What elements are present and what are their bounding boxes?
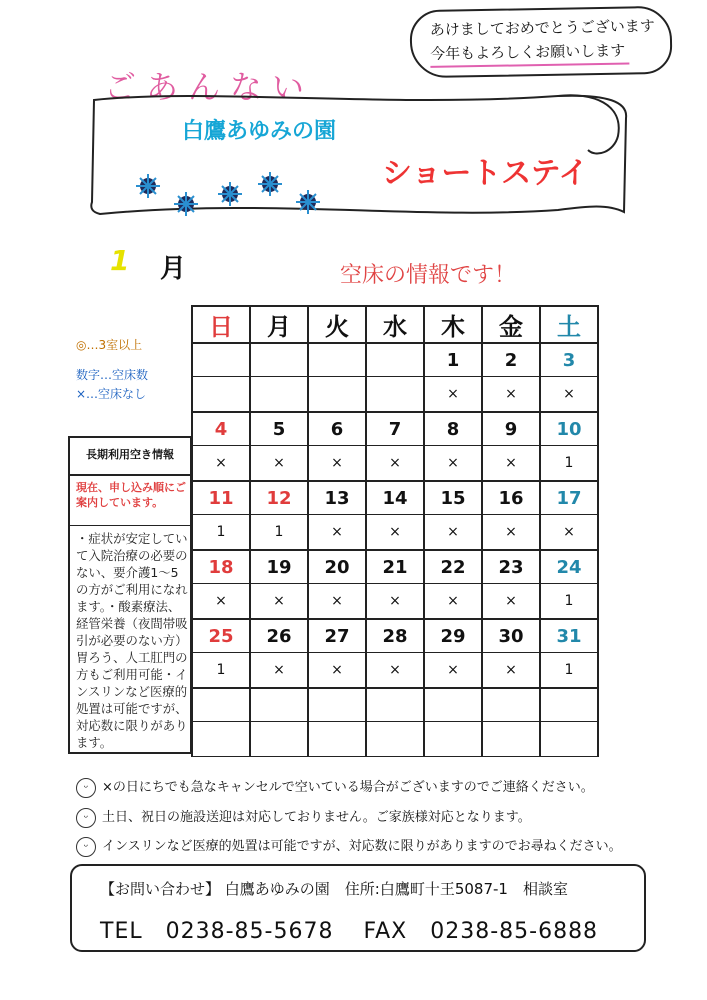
calendar-date: 16 [482,481,540,515]
smiley-icon: ᵕ [76,837,96,857]
calendar-date: 10 [540,412,598,446]
calendar-date: 1 [424,343,482,377]
long-term-info-panel [68,436,192,754]
legend-many: ◎…3室以上 [76,338,143,352]
note-text: インスリンなど医療的処置は可能ですが、対応数に限りがありますのでお尋ねください。 [102,839,622,854]
calendar-vacancy [250,377,308,413]
calendar-vacancy: × [482,377,540,413]
calendar-date: 13 [308,481,366,515]
calendar-vacancy [540,722,598,757]
calendar-date [482,688,540,722]
calendar-date: 25 [192,619,250,653]
calendar-date: 17 [540,481,598,515]
weekday-sun: 日 [192,306,250,343]
contact-address: 【お問い合わせ】 白鷹あゆみの園 住所:白鷹町十王5087-1 相談室 [100,880,568,898]
calendar-vacancy: × [424,653,482,689]
calendar-vacancy: × [482,515,540,551]
calendar-vacancy [250,722,308,757]
calendar-vacancy-row [192,515,598,551]
calendar-vacancy: × [482,584,540,620]
calendar-vacancy: × [366,653,424,689]
calendar-date: 12 [250,481,308,515]
calendar-vacancy: × [366,584,424,620]
calendar-vacancy: 1 [250,515,308,551]
calendar-date: 11 [192,481,250,515]
calendar-vacancy: × [308,653,366,689]
calendar-vacancy-row [192,377,598,413]
greeting-bubble [409,6,672,79]
vacancy-calendar [191,305,599,757]
service-title: ショートステイ [382,156,589,191]
legend-none: ×…空床なし [76,387,147,401]
calendar-date: 2 [482,343,540,377]
contact-fax: FAX 0238-85-6888 [363,919,599,944]
month-number: 1 [110,244,130,277]
calendar-vacancy: × [366,446,424,482]
calendar-vacancy: × [424,515,482,551]
panel-notice: 現在、申し込み順にご案内しています。 [70,476,190,526]
calendar-vacancy [366,722,424,757]
calendar-date: 31 [540,619,598,653]
calendar-date-row [192,550,598,584]
calendar-vacancy: × [482,446,540,482]
calendar-date: 20 [308,550,366,584]
calendar-vacancy: × [366,515,424,551]
calendar-vacancy: × [250,584,308,620]
calendar-date: 3 [540,343,598,377]
calendar-vacancy [308,377,366,413]
calendar-vacancy: × [540,515,598,551]
calendar-date: 27 [308,619,366,653]
calendar-vacancy: × [192,446,250,482]
calendar-vacancy: 1 [192,653,250,689]
note-text: 土日、祝日の施設送迎は対応しておりません。ご家族様対応となります。 [102,810,531,825]
weekday-thu: 木 [424,306,482,343]
calendar-date [424,688,482,722]
weekday-header-row [192,306,598,343]
smiley-icon: ᵕ [76,778,96,798]
greeting-line2: 今年もよろしくお願いします [430,38,629,67]
calendar-date [308,343,366,377]
note-medical [76,835,622,857]
calendar-vacancy: 1 [540,653,598,689]
calendar-vacancy: × [424,584,482,620]
calendar-date-row [192,481,598,515]
weekday-fri: 金 [482,306,540,343]
calendar-date: 23 [482,550,540,584]
note-cancellation [76,776,594,798]
calendar-date: 6 [308,412,366,446]
calendar-date [366,688,424,722]
calendar-vacancy-row [192,584,598,620]
calendar-vacancy: × [250,446,308,482]
contact-tel: TEL 0238-85-5678 [100,919,334,944]
calendar-vacancy [192,722,250,757]
calendar-date: 15 [424,481,482,515]
calendar-vacancy-row [192,446,598,482]
calendar-vacancy [192,377,250,413]
calendar-date-row [192,343,598,377]
calendar-date: 4 [192,412,250,446]
guide-title: ごあんない [104,68,315,106]
calendar-date [540,688,598,722]
calendar-vacancy: × [540,377,598,413]
calendar-vacancy: × [250,653,308,689]
calendar-date: 14 [366,481,424,515]
calendar-vacancy: × [308,584,366,620]
month-label: 月 [160,254,187,284]
calendar-vacancy: × [482,653,540,689]
calendar-date [366,343,424,377]
weekday-sat: 土 [540,306,598,343]
calendar-date [192,343,250,377]
vacancy-title: 空床の情報です！ [340,263,517,288]
calendar-vacancy: 1 [540,584,598,620]
calendar-date-row [192,412,598,446]
facility-name: 白鷹あゆみの園 [182,119,337,144]
calendar-vacancy [366,377,424,413]
calendar-vacancy: × [308,515,366,551]
calendar-vacancy: × [192,584,250,620]
greeting-line1: あけましておめでとうございます [429,17,655,39]
calendar-date: 22 [424,550,482,584]
calendar-date [250,688,308,722]
calendar-vacancy-row [192,722,598,757]
calendar-vacancy-row [192,653,598,689]
calendar-date: 9 [482,412,540,446]
calendar-date: 28 [366,619,424,653]
calendar-date: 19 [250,550,308,584]
calendar-date: 7 [366,412,424,446]
calendar-date: 26 [250,619,308,653]
calendar-vacancy: × [424,377,482,413]
calendar-date: 30 [482,619,540,653]
calendar-date: 8 [424,412,482,446]
panel-title: 長期利用空き情報 [70,438,190,476]
calendar-vacancy: × [308,446,366,482]
calendar-date: 24 [540,550,598,584]
panel-body: ・症状が安定していて入院治療の必要のない、要介護1〜5の方がご利用になれます。・酸素療法、経管栄養（夜間帯吸引が必要のない方）胃ろう、人工肛門の方もご利用可能・インスリンなど医療的処置は可能ですが、対応数に限りがあります。 [76,531,188,750]
contact-phones [100,914,598,945]
calendar-vacancy: 1 [540,446,598,482]
calendar-vacancy [482,722,540,757]
weekday-mon: 月 [250,306,308,343]
calendar-date [250,343,308,377]
calendar-date: 18 [192,550,250,584]
calendar-date: 29 [424,619,482,653]
smiley-icon: ᵕ [76,808,96,828]
weekday-tue: 火 [308,306,366,343]
flower-decoration [130,172,330,222]
contact-box [70,864,646,952]
calendar-vacancy [308,722,366,757]
note-transport [76,806,531,828]
calendar-date: 21 [366,550,424,584]
calendar-vacancy: 1 [192,515,250,551]
calendar-date [192,688,250,722]
calendar-vacancy: × [424,446,482,482]
note-text: ×の日にちでも急なキャンセルで空いている場合がございますのでご連絡ください。 [102,780,594,795]
calendar-date [308,688,366,722]
weekday-wed: 水 [366,306,424,343]
calendar-date: 5 [250,412,308,446]
legend-number: 数字…空床数 [76,368,149,382]
calendar-date-row [192,688,598,722]
calendar-date-row [192,619,598,653]
calendar-vacancy [424,722,482,757]
